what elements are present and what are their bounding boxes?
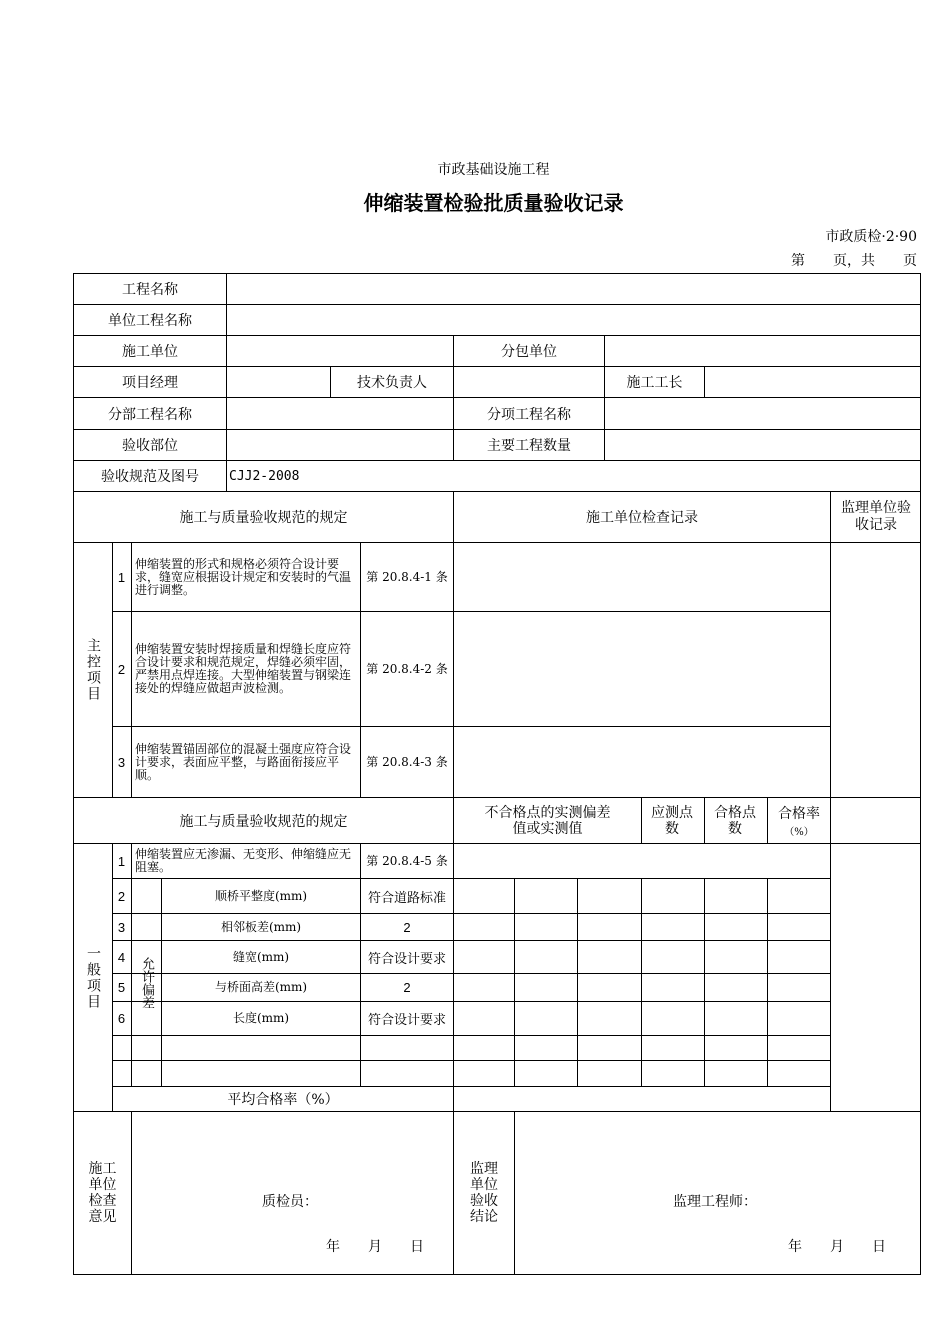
main-row-2-no: 2	[117, 661, 126, 677]
main-row-2-clause: 第 20.8.4-2 条	[366, 661, 448, 676]
tech-leader-field[interactable]	[454, 367, 604, 397]
supervision-conclusion-label: 监理单位验收结论	[470, 1161, 498, 1225]
supervisor-record-header: 监理单位验收记录	[841, 500, 911, 533]
general-items-group-cell	[74, 844, 112, 1111]
main-row-2-text: 伸缩装置安装时焊接质量和焊缝长度应符合设计要求和规范规定，焊缝必须牢固，严禁用点焊连接。大型伸缩装置与钢梁连接处的焊缝应做超声波检测。	[135, 642, 352, 695]
general-row-5-value: 2	[403, 980, 411, 995]
foreman-field[interactable]	[705, 367, 920, 397]
general-row-1-clause: 第 20.8.4-5 条	[366, 853, 448, 868]
general-items-group-label: 一般项目	[85, 945, 101, 1010]
unit-project-field[interactable]	[227, 305, 920, 335]
main-supervisor-record[interactable]	[831, 543, 920, 797]
tech-leader-label: 技术负责人	[357, 375, 427, 391]
construction-date-label: 年 月 日	[326, 1239, 424, 1255]
inspection-part-field[interactable]	[227, 430, 453, 460]
construction-opinion-label: 施工单位检查意见	[88, 1161, 117, 1225]
general-row-3-value: 2	[403, 919, 411, 935]
general-row-3-name: 相邻板差(mm)	[220, 919, 302, 934]
supervision-date-label: 年 月 日	[788, 1239, 886, 1255]
division-label: 分部工程名称	[108, 406, 192, 423]
pass-rate-unit: （%）	[784, 827, 814, 838]
general-row-4-value: 符合设计要求	[367, 951, 446, 967]
general-row-5-name: 与桥面高差(mm)	[214, 980, 308, 994]
general-row-5-no: 5	[117, 980, 126, 995]
standard-value: CJJ2-2008	[229, 468, 300, 484]
tolerance-cell	[132, 879, 161, 1086]
form-title: 伸缩装置检验批质量验收记录	[363, 190, 624, 215]
general-row-2-no: 2	[117, 888, 126, 904]
general-row-1-record[interactable]	[454, 844, 830, 878]
main-row-3-no: 3	[117, 754, 126, 770]
project-name-label: 工程名称	[122, 282, 178, 298]
main-row-1-text: 伸缩装置的形式和规格必须符合设计要求，缝宽应根据设计规定和安装时的气温进行调整。	[135, 556, 352, 597]
general-row-6-name: 长度(mm)	[232, 1011, 290, 1025]
main-quantity-field[interactable]	[605, 430, 920, 460]
general-row-1-text: 伸缩装置应无渗漏、无变形、伸缩缝应无阻塞。	[135, 847, 352, 874]
tolerance-label: 允许偏差	[139, 956, 154, 1009]
subitem-field[interactable]	[605, 398, 920, 429]
main-row-3-record[interactable]	[454, 727, 830, 797]
project-manager-label: 项目经理	[122, 375, 178, 391]
standard-label: 验收规范及图号	[101, 469, 199, 485]
engineer-label: 监理工程师：	[673, 1194, 757, 1210]
construction-opinion-cell	[74, 1112, 131, 1274]
deviation-header: 不合格点的实测偏差值或实测值	[484, 804, 611, 837]
general-row-1-no: 1	[117, 853, 126, 869]
division-field[interactable]	[227, 398, 453, 429]
inspector-label: 质检员：	[262, 1194, 318, 1210]
average-pass-rate-field[interactable]	[454, 1087, 830, 1111]
general-row-4-name: 缝宽(mm)	[232, 949, 290, 964]
subcontract-unit-field[interactable]	[605, 336, 920, 366]
general-row-3-no: 3	[117, 919, 126, 935]
subcontract-unit-label: 分包单位	[501, 344, 557, 360]
main-row-2-record[interactable]	[454, 612, 830, 726]
main-items-group-label: 主控项目	[85, 638, 101, 702]
main-row-3-text: 伸缩装置锚固部位的混凝土强度应符合设计要求，表面应平整，与路面衔接应平顺。	[135, 741, 352, 782]
main-quantity-label: 主要工程数量	[487, 438, 571, 454]
page-info: 第 页，共 页	[791, 253, 917, 269]
form-subtitle: 市政基础设施工程	[437, 162, 550, 178]
qualified-points-header: 合格点数	[714, 804, 756, 837]
main-row-1-no: 1	[117, 569, 126, 585]
check-record-header: 施工单位检查记录	[586, 510, 698, 526]
project-name-field[interactable]	[227, 274, 920, 304]
main-row-3-clause: 第 20.8.4-3 条	[366, 754, 448, 769]
construction-unit-label: 施工单位	[122, 344, 178, 360]
unit-project-label: 单位工程名称	[108, 313, 192, 329]
pass-rate-header	[768, 798, 830, 843]
subitem-label: 分项工程名称	[487, 406, 571, 423]
foreman-label: 施工工长	[626, 375, 683, 391]
average-pass-rate-label: 平均合格率（%）	[227, 1092, 339, 1108]
project-manager-field[interactable]	[227, 367, 330, 397]
general-row-6-value: 符合设计要求	[367, 1013, 446, 1028]
main-items-group-cell	[74, 543, 112, 797]
general-supervisor-record[interactable]	[831, 798, 920, 1111]
main-row-1-record[interactable]	[454, 543, 830, 611]
general-row-2-name: 顺桥平整度(mm)	[214, 888, 308, 903]
main-spec-header: 施工与质量验收规范的规定	[179, 510, 348, 526]
general-row-4-no: 4	[117, 949, 126, 965]
form-code: 市政质检·2·90	[825, 229, 917, 245]
general-spec-header: 施工与质量验收规范的规定	[179, 813, 348, 830]
construction-unit-field[interactable]	[227, 336, 453, 366]
should-measure-header: 应测点数	[651, 804, 693, 837]
general-measurement-area[interactable]	[454, 879, 830, 1086]
general-row-6-no: 6	[117, 1011, 126, 1026]
general-row-2-value: 符合道路标准	[367, 890, 446, 906]
pass-rate-label: 合格率	[778, 806, 820, 822]
main-row-1-clause: 第 20.8.4-1 条	[366, 569, 448, 584]
supervision-conclusion-cell	[454, 1112, 514, 1274]
inspection-part-label: 验收部位	[122, 438, 178, 454]
